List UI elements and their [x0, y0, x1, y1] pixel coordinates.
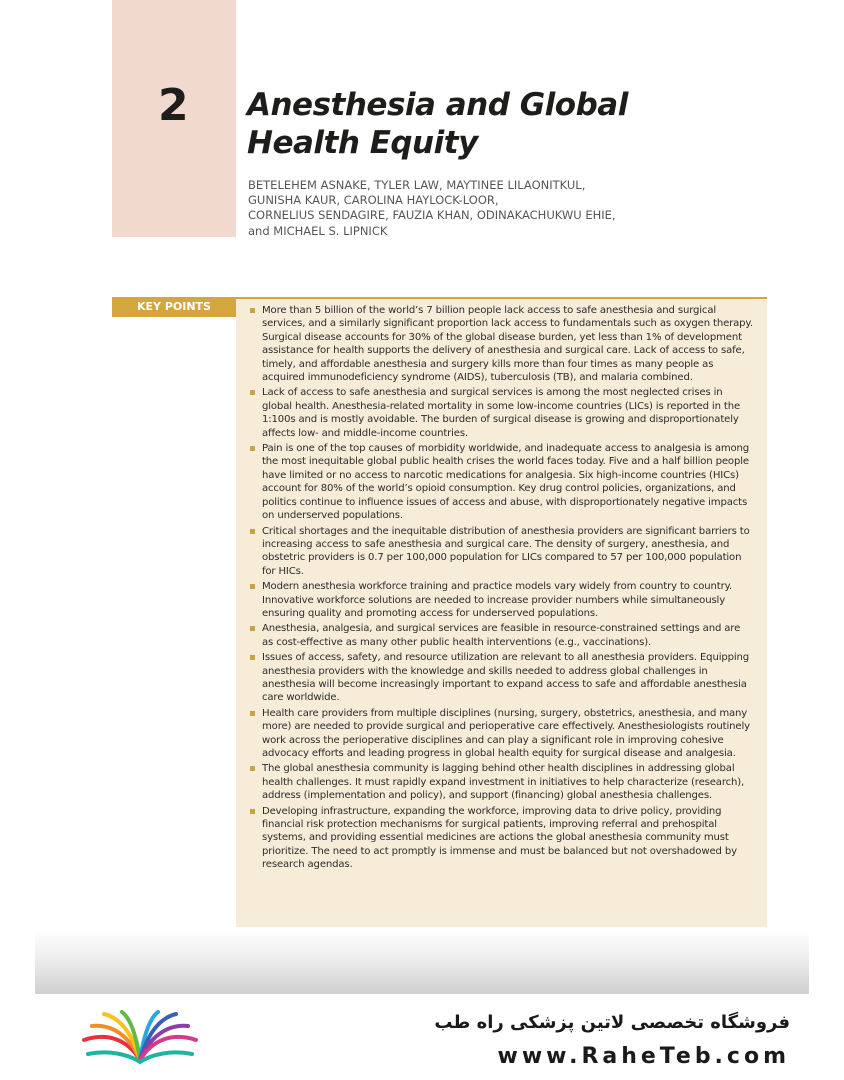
key-point-text: Critical shortages and the inequitable distribution of anesthesia providers are significant barriers to increasing access to safe anesthesia and surgical care. The density of surgery, anesthesia, and obstetric providers is 0.7 per 100,000 population for LICs compared to 57 per 100,000 population for HICs.: [262, 525, 750, 577]
square-bullet-icon: [250, 626, 255, 631]
store-url-link[interactable]: www.RaheTeb.com: [497, 1044, 790, 1069]
key-point-item: [246, 651, 753, 705]
square-bullet-icon: [250, 390, 255, 395]
key-points-list: [246, 304, 753, 872]
key-point-text: Modern anesthesia workforce training and practice models vary widely from country to country. Innovative workforce solutions are needed to increase provider numbers while simultaneously ensuring quality and promoting access for underserved populations.: [262, 581, 733, 619]
key-point-item: [246, 805, 753, 872]
author-line: CORNELIUS SENDAGIRE, FAUZIA KHAN, ODINAKACHUKWU EHIE,: [248, 208, 616, 223]
key-point-item: [246, 525, 753, 579]
square-bullet-icon: [250, 446, 255, 451]
square-bullet-icon: [250, 711, 255, 716]
key-point-text: Developing infrastructure, expanding the workforce, improving data to drive policy, providing financial risk protection mechanisms for surgical patients, improving referral and prehospital systems, and providing essential medicines are actions the global anesthesia community must prioritize. The need to act promptly is immense and must be balanced but not overshadowed by research agendas.: [262, 805, 737, 871]
key-points-box: [236, 297, 767, 927]
key-points-label: KEY POINTS: [112, 297, 236, 317]
square-bullet-icon: [250, 655, 255, 660]
key-point-item: [246, 707, 753, 761]
chapter-number: 2: [158, 80, 189, 131]
chapter-title: [247, 86, 687, 162]
author-list: [248, 178, 668, 239]
key-point-text: Anesthesia, analgesia, and surgical services are feasible in resource-constrained settings and are as cost-effective as many other public health interventions (e.g., vaccinations).: [262, 623, 741, 648]
key-point-item: [246, 622, 753, 649]
square-bullet-icon: [250, 766, 255, 771]
key-point-text: Health care providers from multiple disciplines (nursing, surgery, obstetrics, anesthesia, and many more) are needed to provide surgical and perioperative care effectively. Anesthesiologists routinely work across the perioperative disciplines and can play a significant role in improving cohesive advocacy efforts and leading progress in global health equity for surgical disease and analgesia.: [262, 707, 750, 759]
key-point-text: Lack of access to safe anesthesia and surgical services is among the most neglected crises in global health. Anesthesia-related mortality in some low-income countries (LICs) is reported in the 1:100s and is mostly avoidable. The burden of surgical disease is growing and disproportionately affects low- and middle-income countries.: [262, 387, 741, 439]
key-point-text: Issues of access, safety, and resource utilization are relevant to all anesthesia providers. Equipping anesthesia providers with the knowledge and skills needed to address global challenges in anesthesia will become increasingly important to expand access to safe and affordable anesthesia care worldwide.: [262, 652, 750, 704]
key-point-item: [246, 762, 753, 802]
square-bullet-icon: [250, 809, 255, 814]
key-point-text: More than 5 billion of the world’s 7 billion people lack access to safe anesthesia and surgical services, and a similarly significant proportion lack access to fundamentals such as oxygen therapy. Surgical disease accounts for 30% of the global disease burden, yet less than 1% of development assistance for health supports the delivery of anesthesia and surgical care. Lack of access to safe, timely, and affordable anesthesia and surgery kills more than four times as many people as acquired immunodeficiency syndrome (AIDS), tuberculosis (TB), and malaria combined.: [262, 305, 753, 384]
open-book-rainbow-icon: [78, 1010, 202, 1066]
square-bullet-icon: [250, 308, 255, 313]
author-line: BETELEHEM ASNAKE, TYLER LAW, MAYTINEE LILAONITKUL,: [248, 178, 586, 192]
square-bullet-icon: [250, 584, 255, 589]
key-point-text: The global anesthesia community is lagging behind other health disciplines in addressing global health challenges. It must rapidly expand investment in initiatives to help characterize (research), address (implementation and policy), and support (financing) global anesthesia challenges.: [262, 763, 745, 802]
key-point-item: [246, 386, 753, 440]
key-point-text: Pain is one of the top causes of morbidity worldwide, and inadequate access to analgesia is among the most inequitable global public health crises the world faces today. Five and a half billion people have limited or no access to narcotic medications for analgesia. Six high-income countries (HICs) account for 80% of the world’s opioid consumption. Key drug control policies, organizations, and politics continue to influence issues of access and abuse, with disproportionately negative impacts on underserved populations.: [262, 443, 750, 522]
chapter-title-line: Health Equity: [247, 125, 478, 161]
square-bullet-icon: [250, 529, 255, 534]
chapter-title-line: Anesthesia and Global: [247, 87, 628, 123]
store-name: فروشگاه تخصصی لاتین پزشکی راه طب: [434, 1012, 790, 1033]
key-point-item: [246, 442, 753, 522]
key-point-item: [246, 304, 753, 384]
key-point-item: [246, 580, 753, 620]
page-shadow: [35, 930, 809, 994]
author-line: GUNISHA KAUR, CAROLINA HAYLOCK-LOOR,: [248, 193, 499, 208]
author-line: and MICHAEL S. LIPNICK: [248, 223, 388, 238]
